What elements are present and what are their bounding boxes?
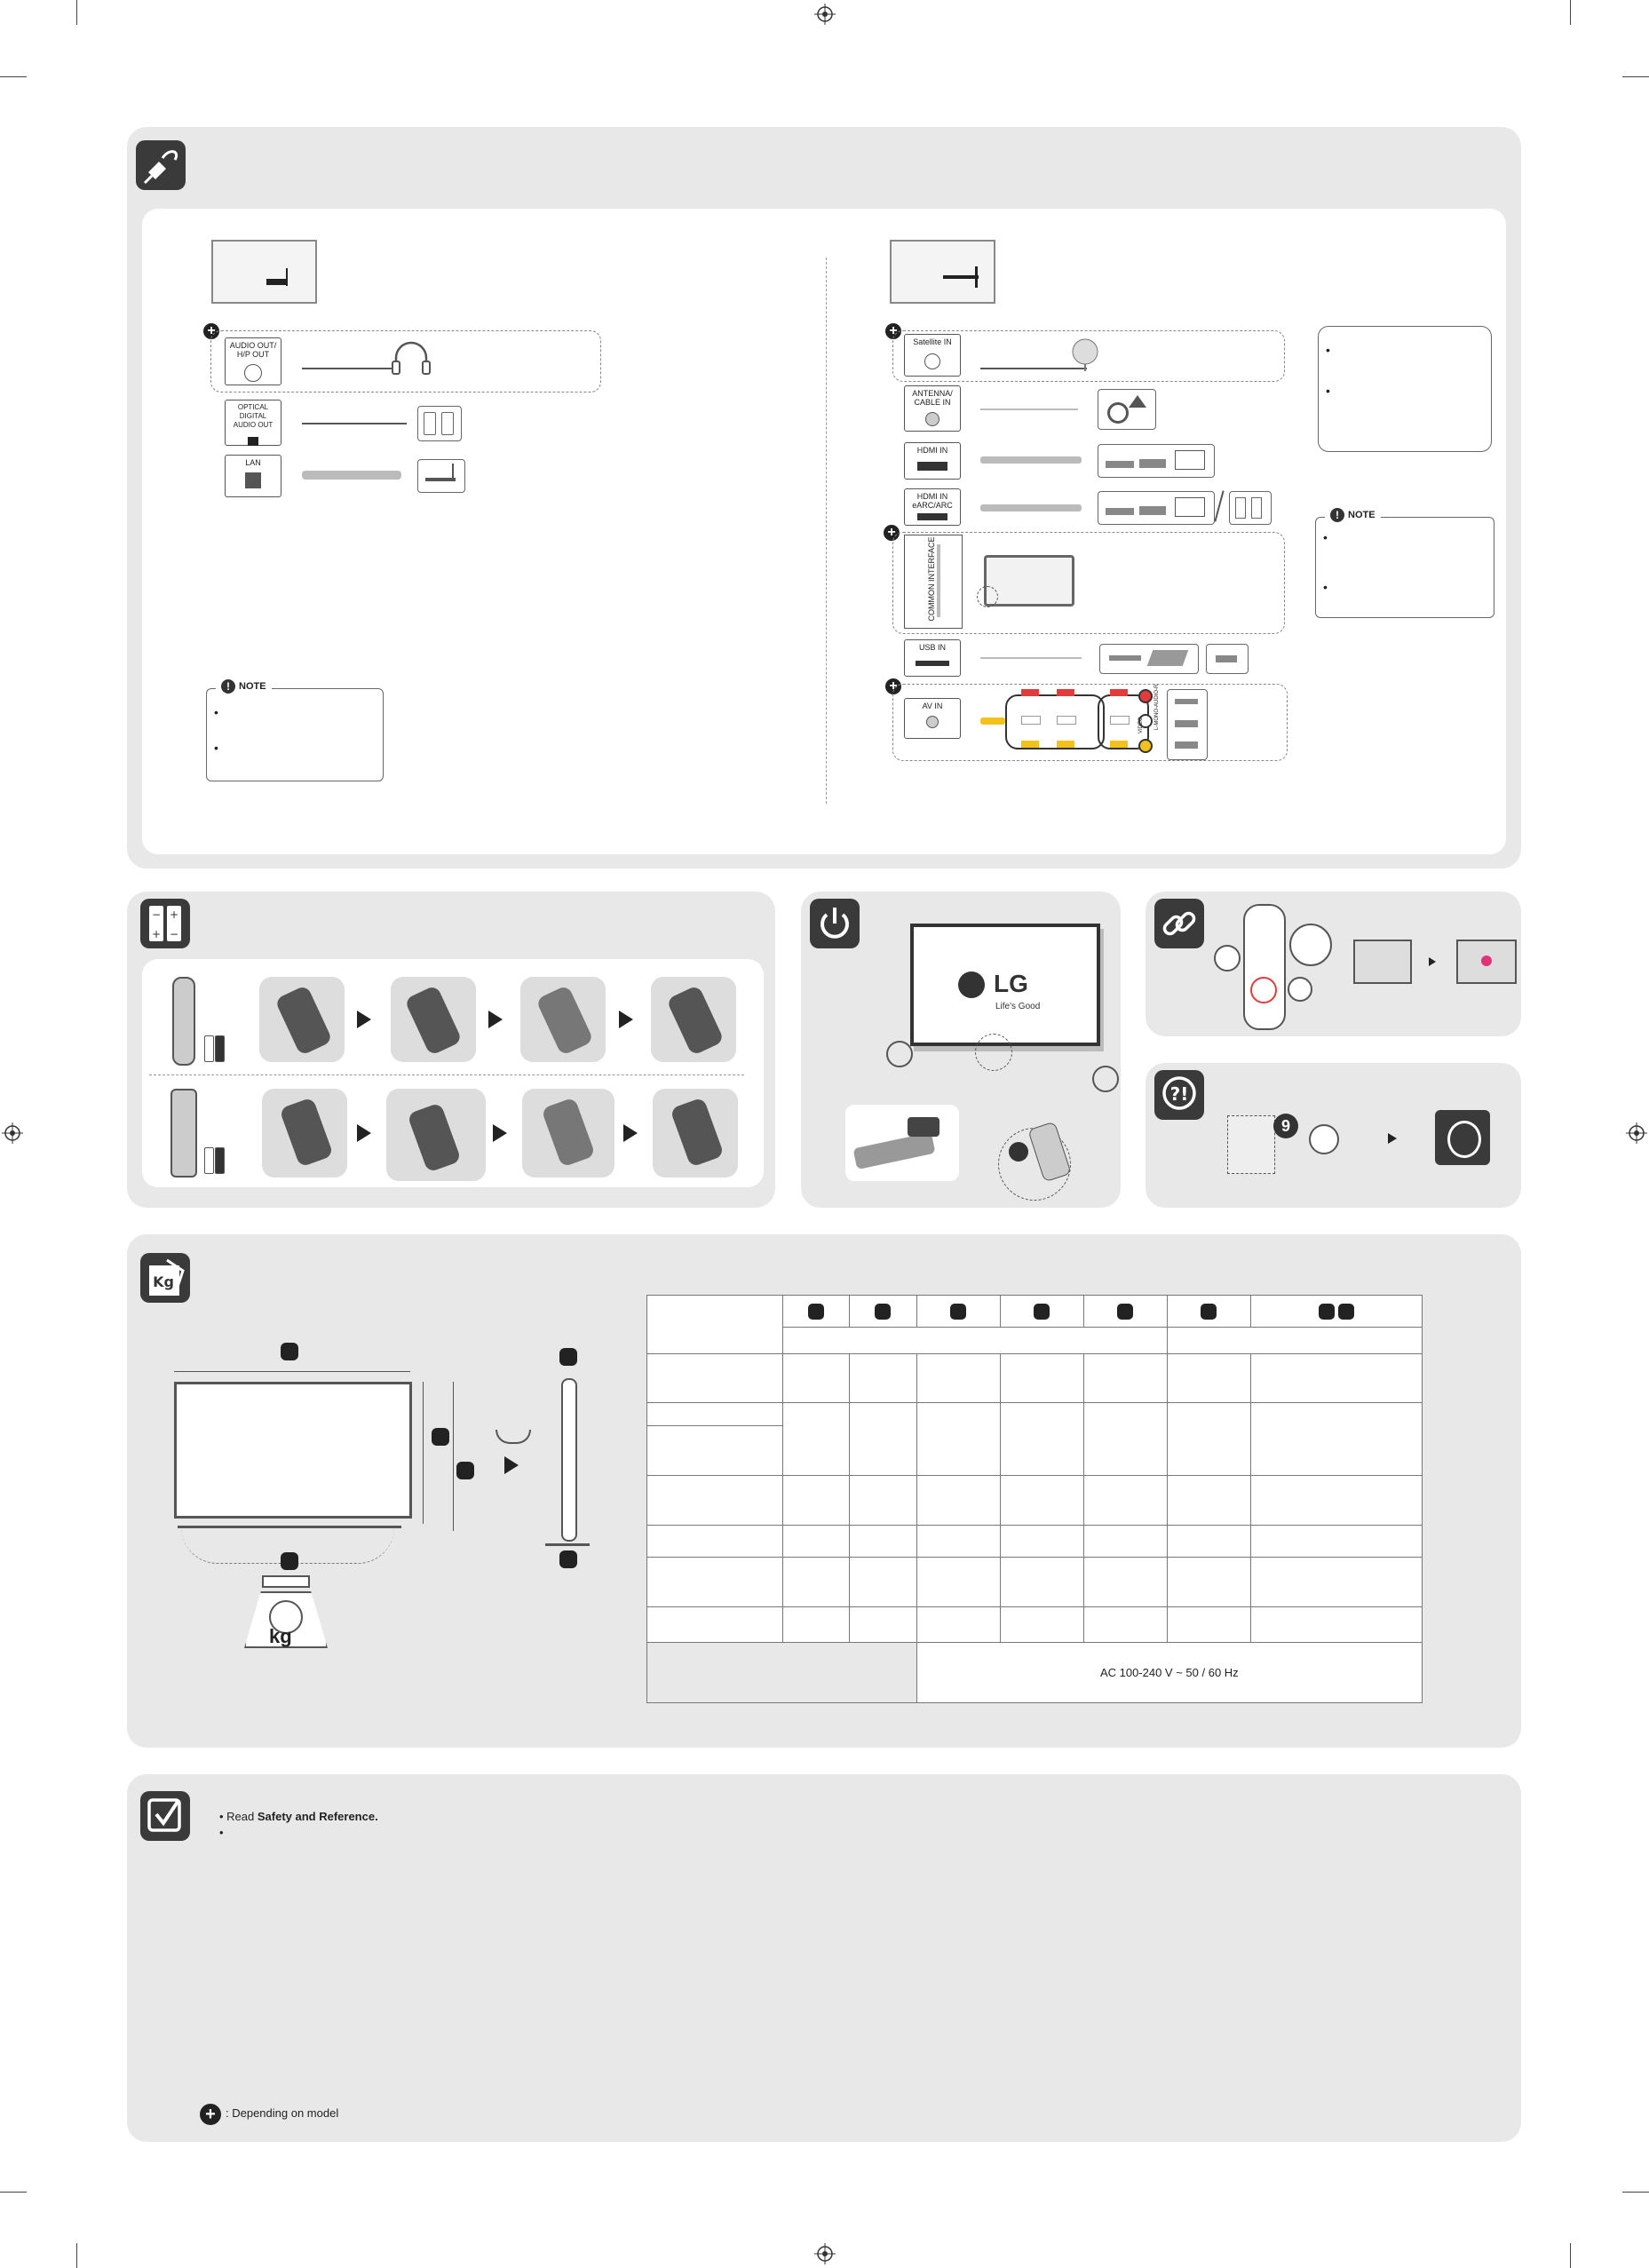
battery-step-1-alt	[262, 1089, 347, 1178]
note-bullet: •	[214, 705, 218, 719]
exclamation-icon: !	[1330, 508, 1344, 522]
optical-cable	[302, 423, 407, 424]
video-label: VIDEO	[1138, 717, 1144, 734]
audio-out-port	[225, 337, 281, 385]
support-agent-icon	[1435, 1110, 1490, 1165]
note-label: NOTE	[239, 681, 266, 692]
checklist-bullet: •	[219, 1826, 224, 1839]
white-plug	[1057, 716, 1076, 725]
router-device	[417, 459, 465, 493]
svg-text:+: +	[169, 908, 179, 921]
note-box-left	[206, 680, 384, 781]
next-arrow-icon	[619, 1011, 633, 1028]
hdmi-devices	[1098, 444, 1215, 478]
crop-mark	[76, 2243, 77, 2268]
info-bullet: •	[1326, 384, 1330, 398]
spec-col-header	[1083, 1296, 1167, 1328]
timer-icon	[1289, 924, 1332, 966]
common-interface-slot	[904, 535, 963, 629]
lan-cable	[302, 471, 401, 480]
spec-row-label	[647, 1426, 783, 1476]
lan-label: LAN	[245, 458, 261, 467]
battery-step-4-alt	[653, 1089, 738, 1178]
depending-on-model-icon: +	[885, 678, 901, 694]
usb-stick-device	[1206, 644, 1249, 674]
hdmi-label: HDMI IN	[916, 446, 948, 455]
home-button-icon	[1214, 945, 1241, 971]
antenna-label: ANTENNA/ CABLE IN	[912, 389, 953, 407]
av-port	[904, 698, 961, 739]
registration-mark-icon	[1626, 1122, 1647, 1144]
mute-icon-right	[1092, 1066, 1119, 1092]
spec-row-label	[647, 1403, 783, 1426]
white-plug	[1021, 716, 1041, 725]
magic-remote-pairing	[1243, 904, 1286, 1030]
battery-step-3-alt	[522, 1089, 614, 1178]
depending-on-model-icon: +	[884, 525, 900, 541]
yellow-plug	[1110, 741, 1128, 748]
safety-reference-link: Safety and Reference.	[257, 1810, 378, 1823]
power-supply-label-cell	[647, 1643, 917, 1703]
svg-text:−: −	[151, 908, 162, 921]
usb-label: USB IN	[918, 643, 946, 652]
dimension-marker-a	[281, 1343, 298, 1360]
note-box-right	[1315, 509, 1494, 618]
lan-port	[225, 455, 281, 497]
checkbox-icon	[140, 1791, 190, 1841]
dimension-marker-b	[432, 1428, 449, 1446]
depending-on-model-text: : Depending on model	[226, 2106, 339, 2120]
lg-logo: LG	[994, 970, 1028, 997]
optical-port	[225, 400, 281, 446]
svg-text:?!: ?!	[1169, 1083, 1189, 1105]
audio-cable	[302, 368, 394, 369]
next-arrow-icon	[488, 1011, 503, 1028]
usb-port	[904, 639, 961, 677]
usb-cable	[980, 657, 1082, 659]
spec-group-header	[1167, 1328, 1422, 1354]
optical-label: OPTICAL DIGITAL AUDIO OUT	[233, 403, 274, 429]
registration-mark-icon	[814, 2243, 836, 2264]
spec-col-header	[916, 1296, 1000, 1328]
spec-col-header	[850, 1296, 916, 1328]
power-button-circle	[975, 1034, 1012, 1071]
hdmi-port	[904, 442, 961, 480]
tv-front-outline	[174, 1382, 412, 1519]
audio-label: L-MONO-AUDIO-R	[1154, 684, 1160, 730]
dimension-marker-c	[456, 1462, 474, 1479]
hdmi-earc-label: HDMI IN eARC/ARC	[912, 492, 953, 510]
dimension-marker-d	[559, 1348, 577, 1366]
weight-scale-icon: kg	[244, 1575, 324, 1646]
crop-mark	[0, 76, 27, 77]
red-plug	[1110, 689, 1128, 696]
mute-icon-left	[886, 1041, 913, 1067]
rotate-arrow-icon	[504, 1456, 519, 1474]
battery-step-3	[520, 977, 606, 1062]
headphones-icon	[391, 340, 432, 376]
next-arrow-icon	[1429, 957, 1436, 966]
spec-col-header	[783, 1296, 850, 1328]
info-bullet: •	[1326, 343, 1330, 357]
column-marker-icon	[808, 1304, 824, 1320]
battery-icon	[140, 899, 190, 948]
tv-screen-before	[1353, 940, 1412, 984]
common-interface-label: COMMON INTERFACE	[927, 536, 936, 622]
antenna-cable	[980, 408, 1078, 410]
antenna-port	[904, 385, 961, 432]
svg-text:−: −	[169, 928, 179, 940]
antenna-device	[1098, 389, 1156, 430]
info-box-right	[1318, 326, 1492, 452]
hdmi-earc-port	[904, 488, 961, 526]
satellite-label: Satellite IN	[913, 337, 952, 346]
cable-plug-icon	[136, 140, 186, 190]
red-plug	[1021, 689, 1039, 696]
help-question-icon	[1154, 1070, 1204, 1120]
weight-dimension-icon	[140, 1253, 190, 1303]
aa-battery	[215, 1147, 225, 1174]
usb-hdd-device	[1099, 644, 1199, 674]
spec-row-label	[647, 1607, 783, 1643]
magic-remote	[172, 977, 195, 1066]
satellite-dish-icon	[1066, 334, 1105, 373]
av-cable-yellow	[980, 718, 1005, 725]
battery-step-2	[391, 977, 476, 1062]
note-bullet: •	[1323, 580, 1328, 594]
column-marker-icon	[1034, 1304, 1050, 1320]
crop-mark	[76, 0, 77, 25]
link-icon	[1154, 899, 1204, 948]
spec-row-label	[647, 1558, 783, 1607]
aa-battery	[204, 1035, 214, 1062]
column-marker-icon	[1338, 1304, 1354, 1320]
number-9-badge: 9	[1273, 1114, 1298, 1138]
battery-step-1	[259, 977, 345, 1062]
tv-back-right	[890, 240, 995, 304]
height-line-stand	[453, 1382, 454, 1531]
tv-stand	[178, 1513, 401, 1528]
tv-screen-after	[1456, 940, 1517, 984]
depending-on-model-icon: +	[885, 323, 901, 339]
note-bullet: •	[214, 741, 218, 755]
height-line	[423, 1382, 424, 1524]
sound-system-device	[417, 406, 462, 441]
spec-row-label	[647, 1354, 783, 1403]
spec-row-label	[647, 1476, 783, 1526]
hdmi-earc-devices	[1098, 491, 1215, 525]
yellow-plug	[1021, 741, 1039, 748]
joystick-press-tile	[845, 1105, 959, 1181]
column-divider	[826, 258, 827, 804]
power-icon	[810, 899, 860, 948]
lg-tagline: Life's Good	[995, 1002, 1041, 1011]
next-arrow-icon	[357, 1011, 371, 1028]
exclamation-icon: !	[221, 679, 235, 694]
crop-mark	[1570, 2243, 1571, 2268]
spec-group-header	[783, 1328, 1168, 1354]
dimension-marker-f	[281, 1552, 298, 1570]
sound-bar-device	[1229, 491, 1272, 525]
tv-side-stand	[545, 1527, 590, 1546]
checklist-panel	[127, 1774, 1521, 2142]
wheel-button-icon	[1250, 977, 1277, 1003]
av-jack-red	[1138, 689, 1153, 703]
tv-back-left	[211, 240, 317, 304]
spec-col-header	[1000, 1296, 1083, 1328]
hdmi-earc-cable	[980, 504, 1082, 511]
remote-power-button	[1009, 1142, 1028, 1162]
note-bullet: •	[1323, 530, 1328, 544]
read-prefix: • Read	[219, 1810, 258, 1823]
depending-on-model-icon: +	[203, 323, 219, 339]
spec-row-label	[647, 1526, 783, 1558]
yellow-plug	[1057, 741, 1074, 748]
av-jack-yellow	[1138, 739, 1153, 753]
battery-step-4	[651, 977, 736, 1062]
next-arrow-icon	[493, 1124, 507, 1142]
ci-direction-circle	[977, 586, 998, 607]
av-label: AV IN	[922, 702, 943, 710]
column-marker-icon	[1319, 1304, 1335, 1320]
next-arrow-icon	[623, 1124, 638, 1142]
svg-text:+: +	[151, 928, 162, 940]
crop-mark	[1570, 0, 1571, 25]
standard-remote	[170, 1089, 197, 1178]
width-line	[174, 1371, 410, 1372]
keypad-remote	[1227, 1115, 1275, 1174]
aa-battery	[204, 1147, 214, 1174]
svg-text:Kg: Kg	[153, 1273, 174, 1290]
crop-mark	[0, 2192, 27, 2193]
column-marker-icon	[1117, 1304, 1133, 1320]
white-plug	[1110, 716, 1130, 725]
next-arrow-icon	[357, 1124, 371, 1142]
registration-mark-icon	[2, 1122, 23, 1144]
next-arrow-icon	[1388, 1133, 1397, 1144]
column-marker-icon	[1201, 1304, 1217, 1320]
read-safety-text	[219, 1810, 378, 1823]
power-supply-value: AC 100-240 V ~ 50 / 60 Hz	[916, 1643, 1422, 1703]
depending-on-model-icon: +	[200, 2104, 221, 2125]
tv-front	[910, 924, 1100, 1046]
red-plug	[1057, 689, 1074, 696]
timer-small-icon	[1309, 1124, 1339, 1154]
av-devices	[1167, 689, 1208, 760]
aa-battery	[215, 1035, 225, 1062]
column-marker-icon	[950, 1304, 966, 1320]
spec-col-header	[1167, 1296, 1250, 1328]
hdmi-cable	[980, 456, 1082, 464]
column-marker-icon	[875, 1304, 891, 1320]
spec-header-blank	[647, 1296, 783, 1354]
audio-out-label: AUDIO OUT/ H/P OUT	[229, 341, 277, 359]
crop-mark	[1622, 76, 1649, 77]
av-cable-box	[1005, 694, 1105, 749]
settings-gear-icon	[1288, 977, 1312, 1002]
registration-mark-icon	[814, 4, 836, 25]
note-label: NOTE	[1348, 510, 1375, 520]
specifications-table	[646, 1295, 1423, 1703]
tv-side-profile	[561, 1378, 577, 1542]
satellite-port	[904, 334, 961, 377]
crop-mark	[1622, 2192, 1649, 2193]
battery-step-2-alt	[386, 1089, 486, 1181]
dimension-marker-e	[559, 1550, 577, 1568]
spec-col-header	[1251, 1296, 1423, 1328]
